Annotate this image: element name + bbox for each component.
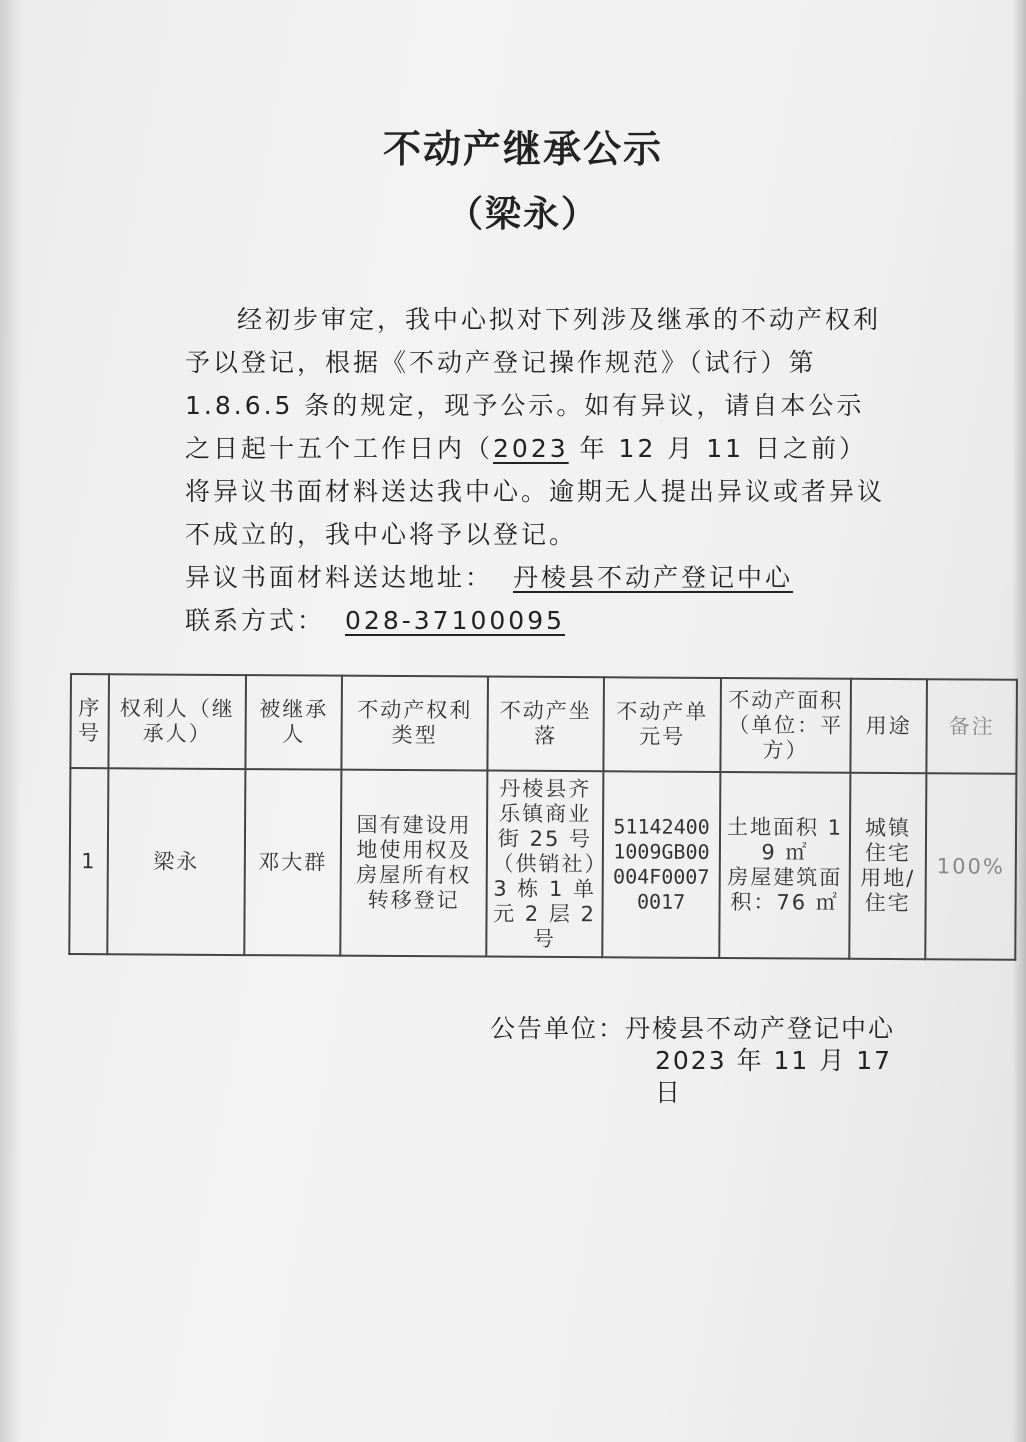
notice-subtitle: （梁永） — [446, 193, 599, 235]
cell-right-type: 国有建设用地使用权及房屋所有权转移登记 — [340, 770, 487, 957]
paragraph-text-2: 年 12 月 11 日之前）将异议书面材料送达我中心。逾期无人提出异议或者异议不成立的，我中心将予以登记。 — [185, 434, 886, 549]
header-cell: 不动产权利类型 — [341, 676, 488, 771]
cell-unit-no: 511424001009GB00004F00070017 — [602, 771, 720, 958]
header-cell: 不动产面积（单位：平方） — [720, 678, 851, 773]
notice-paragraph — [185, 298, 885, 556]
area-land: 土地面积 19 ㎡ — [726, 815, 844, 865]
notice-body — [185, 298, 885, 642]
deadline-year: 2023 — [493, 434, 569, 463]
cell-decedent: 邓大群 — [244, 769, 341, 956]
area-house: 房屋建筑面积：76 ㎡ — [727, 865, 843, 915]
table-header-row — [70, 674, 1017, 774]
header-cell: 不动产单元号 — [603, 677, 721, 772]
header-cell: 序号 — [70, 674, 109, 768]
registration-table — [68, 673, 1018, 961]
cell-use: 城镇住宅用地/住宅 — [849, 773, 926, 959]
cell-area — [719, 772, 850, 959]
header-cell: 用途 — [850, 679, 927, 773]
notice-title: 不动产继承公示 — [382, 126, 663, 171]
cell-holder: 梁永 — [107, 768, 245, 955]
issue-date: 2023 年 11 月 17 日 — [655, 1046, 893, 1107]
address-line — [185, 556, 885, 599]
header-cell: 不动产坐落 — [487, 677, 604, 772]
contact-label: 联系方式： — [185, 606, 326, 635]
header-cell: 被继承人 — [245, 675, 342, 770]
issuing-unit: 公告单位：丹棱县不动产登记中心 — [490, 1014, 896, 1043]
table-row — [69, 768, 1016, 960]
cell-no: 1 — [69, 768, 108, 954]
cell-remark: 100% — [925, 773, 1016, 960]
address-value: 丹棱县不动产登记中心 — [513, 563, 794, 592]
header-cell: 备注 — [926, 679, 1017, 774]
address-label: 异议书面材料送达地址： — [185, 563, 494, 592]
contact-line — [185, 599, 885, 642]
contact-value: 028-37100095 — [345, 606, 565, 635]
signature-block — [490, 1013, 910, 1109]
header-cell: 权利人（继承人） — [108, 674, 246, 769]
cell-location: 丹棱县齐乐镇商业街 25 号（供销社）3 栋 1 单元 2 层 2 号 — [486, 771, 603, 958]
paragraph-text-1: 经初步审定，我中心拟对下列涉及继承的不动产权利予以登记，根据《不动产登记操作规范》（试行）第 1.8.6.5 条的规定，现予公示。如有异议，请自本公示之日起十五个工作日内（ — [185, 305, 882, 463]
